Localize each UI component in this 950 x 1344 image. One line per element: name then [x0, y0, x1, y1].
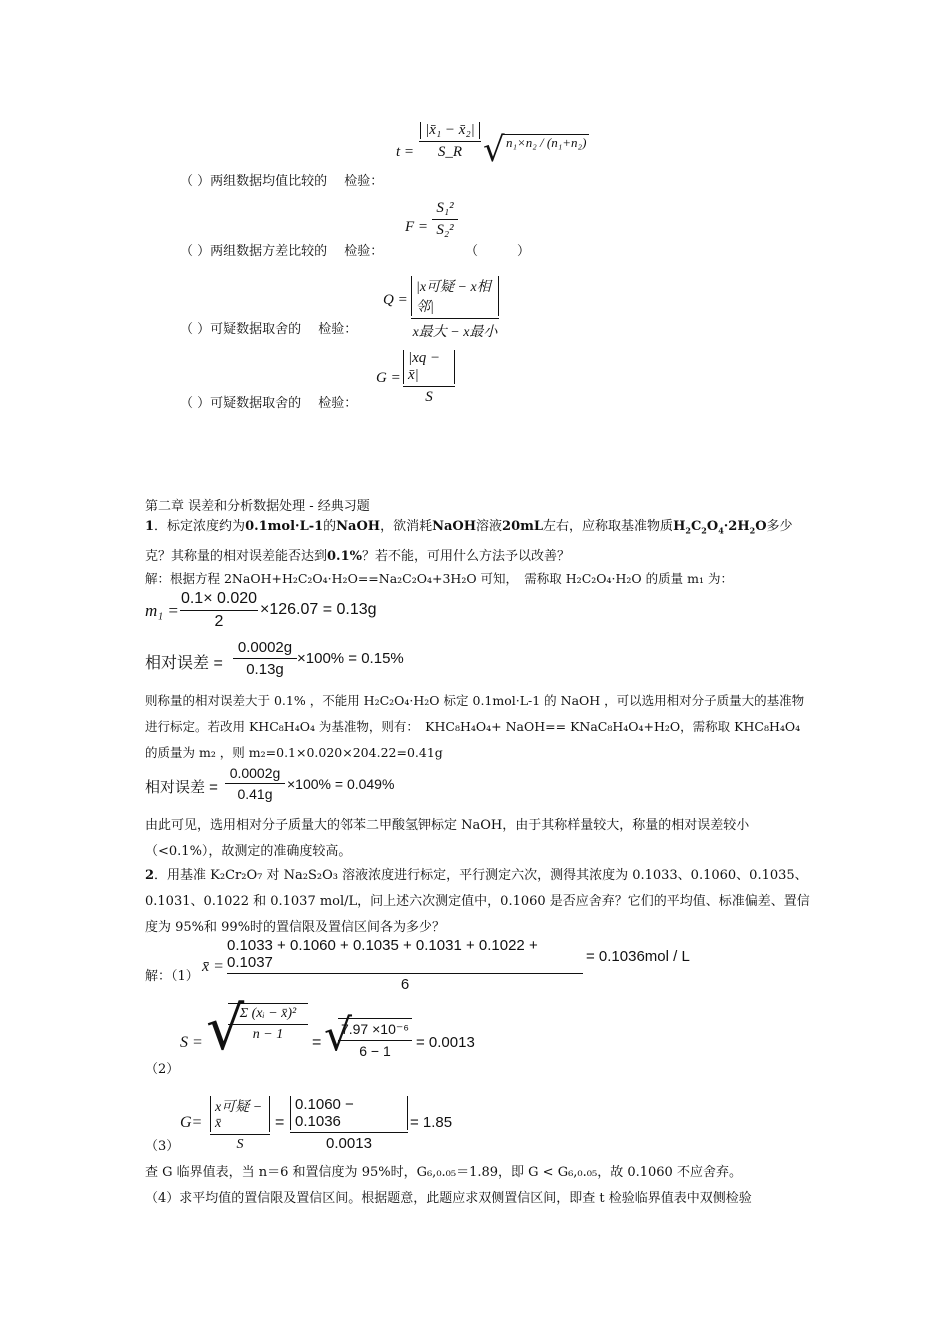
eq-err2-fraction: 0.0002g 0.41g: [225, 765, 285, 802]
eq-g-rhs: = 1.85: [410, 1114, 453, 1131]
q2-step3-label: （3）: [145, 1139, 180, 1154]
formula-t-denominator: S_R: [437, 144, 463, 160]
q2-step4: （4）求平均值的置信限及置信区间。根据题意，此题应求双侧置信区间，即查 t 检验临界值表中双侧检验: [145, 1191, 752, 1206]
formula-t-root: n₁×n₂ / (n₁+n₂): [503, 134, 589, 151]
q2-number: 2: [145, 868, 155, 883]
eq-mean-fraction: 0.1033 + 0.1060 + 0.1035 + 0.1031 + 0.1022 + 0.1037 6: [227, 937, 583, 993]
formula-q-numerator: |x可疑 − x相邻|: [411, 276, 499, 316]
formula-f-fraction: [432, 200, 458, 239]
sqrt-icon: √: [206, 994, 245, 1064]
formula-t-numerator: |x̄₁ − x̄₂|: [420, 122, 480, 139]
eq-s-rhs: = 0.0013: [416, 1034, 475, 1051]
sqrt-icon: √: [483, 130, 505, 170]
chapter-title: 第二章 误差和分析数据处理 - 经典习题: [145, 499, 370, 514]
eq-err1-fraction: 0.0002g 0.13g: [233, 639, 297, 678]
formula-g-denominator: S: [425, 389, 433, 405]
eq-g-lhs: G=: [180, 1114, 203, 1131]
formula-q-lhs: Q =: [383, 292, 408, 308]
eq-err2-rhs: ×100% = 0.049%: [287, 776, 395, 792]
eq-err1-rhs: ×100% = 0.15%: [297, 650, 404, 667]
eq-err2-lhs: 相对误差 =: [145, 779, 218, 796]
test-f-suffix: （ ）: [465, 244, 531, 259]
q1-solution-2: 则称量的相对误差大于 0.1% ，不能用 H₂C₂O₄·H₂O 标定 0.1mol·L-1 的 NaOH ，可以选用相对分子质量大的基准物进行标定。若改用 KHC₈H₄O₄ 为基准物，则有： KHC₈H₄O₄+ NaOH== KNaC₈H₄O₄+H₂O，需称取 KHC₈H₄O₄ 的质量为 m₂ ，则 m₂=0.1×0.020×204.22=0.41g: [145, 693, 805, 760]
q2-step1-label: 解：（1）: [145, 969, 199, 984]
q1-solution-3: 由此可见，选用相对分子质量大的邻苯二甲酸氢钾标定 NaOH，由于其称样量较大，称量的相对误差较小（<0.1%），故测定的准确度较高。: [145, 818, 750, 859]
q2-text: 2．用基准 K₂Cr₂O₇ 对 Na₂S₂O₃ 溶液浓度进行标定，平行测定六次，测得其浓度为 0.1033、0.1060、0.1035、0.1031、0.1022 和 0.1037 mol/L，问上述六次测定值中，0.1060 是否应舍弃？它们的平均值、标准偏差、置信度为 95%和 99%时的置信限及置信区间各为多少？: [145, 868, 810, 935]
q1-number: 1: [145, 519, 155, 534]
eq-s-mid-fraction: 7.97 ×10⁻⁶ 6 − 1: [338, 1018, 412, 1059]
eq-m1-fraction: 0.1× 0.020 2: [180, 590, 258, 630]
formula-f-lhs: F =: [405, 219, 429, 235]
eq-s-lhs: S =: [180, 1034, 203, 1051]
formula-g-fraction: [403, 350, 455, 406]
sqrt-icon: √: [324, 1010, 353, 1061]
eq-mean-rhs: = 0.1036mol / L: [586, 948, 690, 965]
q2-conclusion: 查 G 临界值表，当 n＝6 和置信度为 95%时，G₆,₀.₀₅＝1.89，即 G < G₆,₀.₀₅，故 0.1060 不应舍弃。: [145, 1165, 742, 1180]
test-f-label: （ ）两组数据方差比较的 检验：: [180, 244, 384, 259]
eq-s-fraction: Σ (xᵢ − x̄)² n − 1: [228, 1003, 308, 1043]
q2-step2-label: （2）: [145, 1062, 180, 1077]
eq-err1-lhs: 相对误差 =: [145, 655, 223, 672]
eq-g-fraction-1: x可疑 − x̄ S: [210, 1096, 270, 1153]
test-g-label: （ ）可疑数据取舍的 检验：: [180, 396, 358, 411]
formula-f-denominator: S₂²: [436, 222, 454, 238]
formula-g-numerator: |xq − x̄|: [403, 350, 455, 384]
formula-q-denominator: x最大 − x最小: [412, 325, 498, 340]
formula-q-fraction: [411, 276, 499, 341]
test-t-label: （ ）两组数据均值比较的 检验：: [180, 174, 384, 189]
formula-f-numerator: S₁²: [436, 200, 454, 216]
formula-t-fraction: [419, 122, 481, 161]
q1-solution-1: 解：根据方程 2NaOH+H₂C₂O₄·H₂O==Na₂C₂O₄+3H₂O 可知， 需称取 H₂C₂O₄·H₂O 的质量 m₁ 为：: [145, 571, 733, 586]
formula-g-lhs: G =: [376, 370, 401, 386]
eq-m1-lhs: m₁ =: [145, 601, 179, 620]
test-q-label: （ ）可疑数据取舍的 检验：: [180, 322, 358, 337]
eq-m1-rhs: ×126.07 = 0.13g: [260, 601, 377, 618]
q1-text: 1．标定浓度约为0.1mol·L-1的NaOH，欲消耗NaOH溶液20mL左右，应称取基准物质$H_2C_2O_4\cdot 2H_2O$多少克？其称量的相对误差能否达到0.1%？若不能，可用什么方法予以改善？: [145, 519, 793, 564]
eq-mean-lhs: x̄ =: [202, 958, 224, 975]
formula-t-lhs: t =: [396, 144, 415, 160]
eq-g-fraction-2: 0.1060 − 0.1036 0.0013: [290, 1096, 408, 1152]
